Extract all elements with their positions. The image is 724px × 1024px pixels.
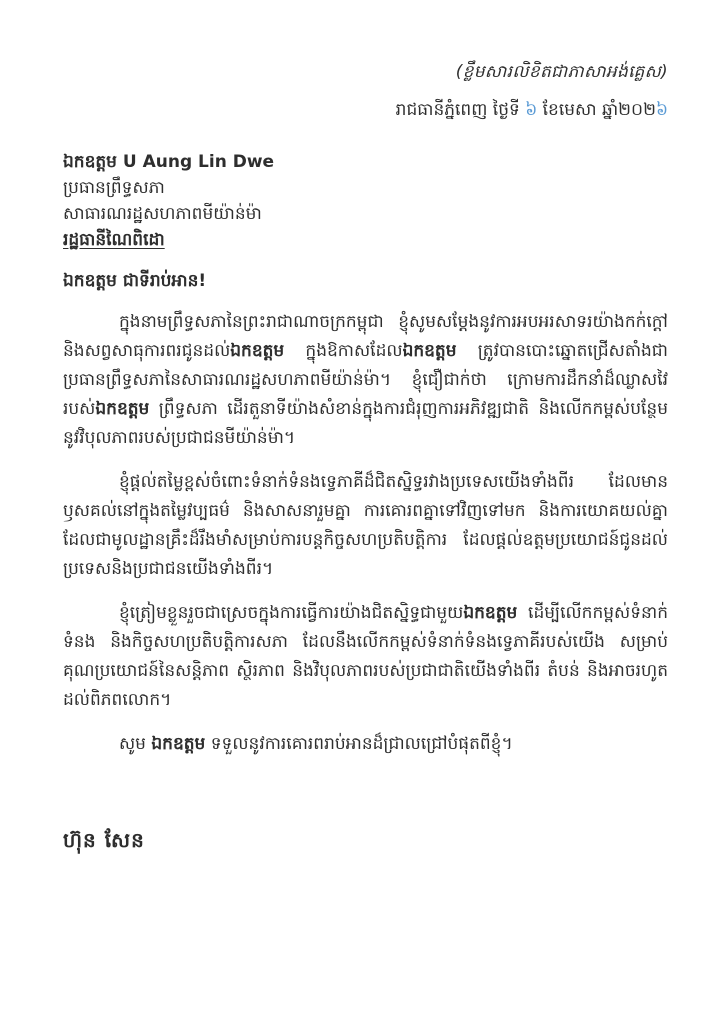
dateline-day-number: ៦	[525, 99, 538, 120]
header-language-note: (ខ្លឹមសារលិខិតជាភាសាអង់គ្លេស)	[455, 62, 668, 82]
signature-name: ហ៊ុន សែន	[63, 827, 145, 852]
dateline-place-day-prefix: រាជធានីភ្នំពេញ ថ្ងៃទី	[395, 99, 526, 120]
dateline-year-final-digit: ៦	[655, 99, 668, 120]
dateline-month-year-prefix: ខែមេសា ឆ្នាំ២០២	[537, 99, 656, 120]
letter-body	[63, 308, 668, 759]
recipient-name: ឯកឧត្តម U Aung Lin Dwe	[63, 151, 275, 172]
paragraph-2: ខ្ញុំផ្ដល់តម្លៃខ្ពស់ចំពោះទំនាក់ទំនងទ្វេភាគីដ៏ជិតស្និទ្ធរវាងប្រទេសយើងទាំងពីរ ដែលមានឫសគល់នៅក្នុងតម្លៃវប្បធម៌ និងសាសនារួមគ្នា ការគោរពគ្នាទៅវិញទៅមក និងការយោគយល់គ្នា ដែលជាមូលដ្ឋានគ្រឹះដ៏រឹងមាំសម្រាប់ការបន្តកិច្ចសហប្រតិបត្តិការ ដែលផ្ដល់ឧត្តមប្រយោជន៍ជូនដល់ប្រទេសនិងប្រជាជនយើងទាំងពីរ។	[63, 471, 668, 579]
paragraph-1: ក្នុងនាមព្រឹទ្ធសភានៃព្រះរាជាណាចក្រកម្ពុជា ខ្ញុំសូមសម្ដែងនូវការអបអរសាទរយ៉ាងកក់ក្ដៅ និងសព្វសាធុការពរជូនដល់ឯកឧត្តម ក្នុងឱកាសដែលឯកឧត្តម ត្រូវបានបោះឆ្នោតជ្រើសតាំងជាប្រធានព្រឹទ្ធសភានៃសាធារណរដ្ឋសហភាពមីយ៉ាន់ម៉ា។ ខ្ញុំជឿជាក់ថា ក្រោមការដឹកនាំដ៏ឈ្លាសវៃរបស់ឯកឧត្តម ព្រឹទ្ធសភា ដើរតួនាទីយ៉ាងសំខាន់ក្នុងការជំរុញការអភិវឌ្ឍជាតិ និងលើកកម្ពស់បន្ថែមនូវវិបុលភាពរបស់ប្រជាជនមីយ៉ាន់ម៉ា។	[63, 311, 668, 448]
recipient-capital: រដ្ឋធានីណៃពិដោ	[63, 229, 165, 250]
recipient-title: ប្រធានព្រឹទ្ធសភា	[63, 177, 165, 198]
dateline	[63, 97, 668, 124]
recipient-state: សាធារណរដ្ឋសហភាពមីយ៉ាន់ម៉ា	[63, 203, 262, 224]
salutation: ឯកឧត្តម ជាទីរាប់អាន!	[63, 270, 207, 291]
closing-line: សូម ឯកឧត្តម ទទួលនូវការគោរពរាប់អានដ៏ជ្រាលជ្រៅបំផុតពីខ្ញុំ។	[119, 733, 513, 754]
paragraph-3: ខ្ញុំត្រៀមខ្លួនរួចជាស្រេចក្នុងការធ្វើការយ៉ាងជិតស្និទ្ធជាមួយឯកឧត្តម ដើម្បីលើកកម្ពស់ទំនាក់ទំនង និងកិច្ចសហប្រតិបត្តិការសភា ដែលនឹងលើកកម្ពស់ទំនាក់ទំនងទ្វេភាគីរបស់យើង សម្រាប់គុណប្រយោជន៍នៃសន្តិភាព ស្ថិរភាព និងវិបុលភាពរបស់ប្រជាជាតិយើងទាំងពីរ តំបន់ និងអាចរហូតដល់ពិភពលោក។	[63, 602, 668, 710]
recipient-block	[63, 149, 668, 253]
